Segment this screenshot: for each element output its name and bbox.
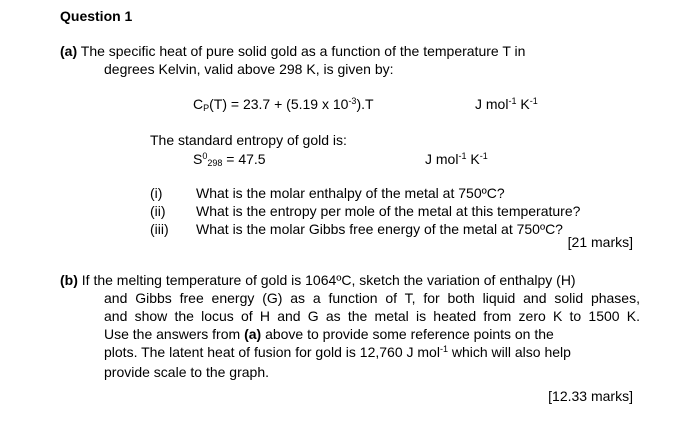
entropy-units: J mol$^{-1}$ $K^{-1}$: [425, 151, 488, 167]
specific-heat-formula: CP(T) = 23.7 + (5.19 x $10^{-3}).T$: [193, 96, 374, 113]
part-a-intro-line2: degrees Kelvin, valid above 298 K, is given by:: [104, 61, 394, 77]
question-number: (iii): [150, 221, 169, 237]
part-a-label: (a): [60, 43, 78, 59]
part-a-intro-text: The specific heat of pure solid gold as a function of the temperature T in: [77, 43, 526, 59]
question-number: (i): [150, 185, 163, 201]
question-number: (ii): [150, 203, 166, 219]
question-text: What is the molar enthalpy of the metal at 750ºC?: [196, 185, 505, 201]
part-b-line: and Gibbs free energy (G) as a function of T, for both liquid and solid phases,: [104, 290, 640, 306]
specific-heat-units: J mol$^{-1}$ $K^{-1}$: [475, 96, 538, 112]
part-b-line: provide scale to the graph.: [104, 364, 269, 380]
part-b-marks: [12.33 marks]: [548, 388, 633, 404]
part-b-line: plots. The latent heat of fusion for gold is 12,760 J mol$^{-1}$ which will also help: [104, 344, 571, 360]
part-b-text: [60, 271, 640, 381]
part-b-line: and show the locus of H and G as the metal is heated from zero K to 1500 K.: [104, 308, 640, 324]
question-text: What is the molar Gibbs free energy of the metal at 750ºC?: [196, 221, 563, 237]
part-b-label: (b): [60, 272, 78, 288]
part-b-line: Use the answers from (a) above to provide some reference points on the: [104, 326, 554, 342]
question-text: What is the entropy per mole of the metal at this temperature?: [196, 203, 581, 219]
part-b-line: (b) If the melting temperature of gold is 1064ºC, sketch the variation of enthalpy (H): [60, 272, 576, 288]
part-a-intro-line1: [60, 42, 525, 60]
part-a-marks: [21 marks]: [567, 234, 633, 250]
entropy-label: The standard entropy of gold is:: [150, 132, 347, 148]
standard-entropy-value: $S^0298 = 47.5$: [193, 151, 266, 168]
question-title: Question 1: [60, 8, 133, 24]
